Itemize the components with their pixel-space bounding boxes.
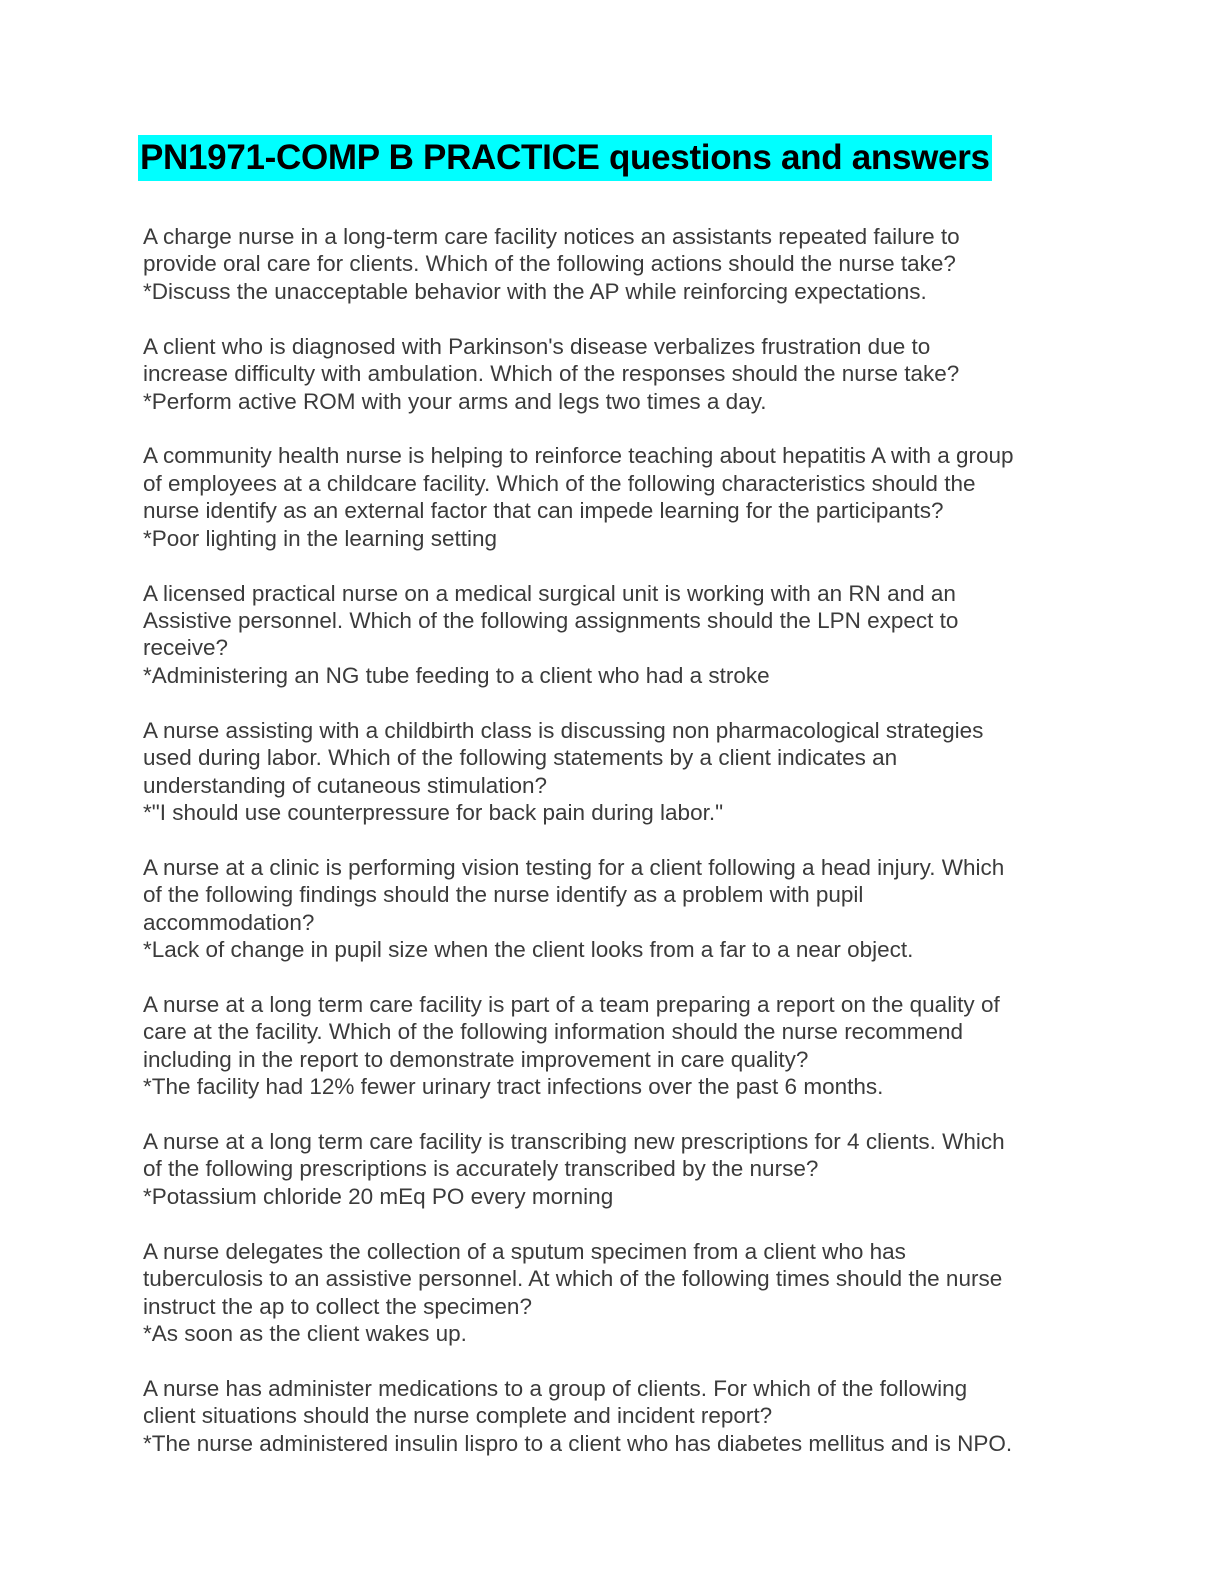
answer-line: *Poor lighting in the learning setting — [143, 525, 497, 551]
question-line: client situations should the nurse complete and incident report? — [143, 1403, 773, 1429]
question-line: receive? — [143, 635, 229, 661]
question-line: provide oral care for clients. Which of the following actions should the nurse take? — [143, 251, 956, 277]
answer-line: *As soon as the client wakes up. — [143, 1321, 467, 1346]
answer-line: *"I should use counterpressure for back pain during labor." — [143, 799, 724, 825]
question-line: increase difficulty with ambulation. Which of the responses should the nurse take? — [143, 361, 960, 387]
qa-item — [143, 1128, 1073, 1210]
question-line: A licensed practical nurse on a medical surgical unit is working with an RN and an — [143, 580, 956, 606]
question-line: of the following findings should the nurse identify as a problem with pupil — [143, 882, 864, 908]
question-line: A community health nurse is helping to reinforce teaching about hepatitis A with a group — [143, 443, 1014, 469]
question-line: used during labor. Which of the following statements by a client indicates an — [143, 745, 898, 771]
answer-line: *The facility had 12% fewer urinary tract infections over the past 6 months. — [143, 1074, 884, 1100]
qa-item — [143, 991, 1073, 1101]
question-line: understanding of cutaneous stimulation? — [143, 772, 548, 798]
answer-line: *Perform active ROM with your arms and legs two times a day. — [143, 388, 767, 414]
question-line: nurse identify as an external factor that can impede learning for the participants? — [143, 498, 944, 524]
question-line: care at the facility. Which of the following information should the nurse recommend — [143, 1019, 963, 1045]
question-line: including in the report to demonstrate improvement in care quality? — [143, 1046, 809, 1072]
qa-list — [143, 223, 1073, 1485]
qa-item — [143, 854, 1073, 964]
question-line: Assistive personnel. Which of the following assignments should the LPN expect to — [143, 607, 959, 633]
title-block — [138, 135, 1073, 181]
question-line: instruct the ap to collect the specimen? — [143, 1293, 532, 1319]
qa-item — [143, 333, 1073, 415]
question-line: A client who is diagnosed with Parkinson's disease verbalizes frustration due to — [143, 333, 931, 359]
qa-item — [143, 442, 1073, 552]
qa-item — [143, 223, 1073, 305]
answer-line: *Potassium chloride 20 mEq PO every morning — [143, 1183, 614, 1209]
answer-line: *Lack of change in pupil size when the client looks from a far to a near object. — [143, 937, 914, 963]
question-line: A nurse at a long term care facility is transcribing new prescriptions for 4 clients. Which — [143, 1129, 1005, 1155]
question-line: A nurse at a clinic is performing vision testing for a client following a head injury. Which — [143, 854, 1005, 880]
answer-line: *Administering an NG tube feeding to a client who had a stroke — [143, 662, 770, 688]
question-line: A nurse has administer medications to a group of clients. For which of the following — [143, 1375, 968, 1401]
question-line: of employees at a childcare facility. Which of the following characteristics should the — [143, 470, 976, 496]
qa-item — [143, 717, 1073, 827]
question-line: tuberculosis to an assistive personnel. At which of the following times should the nurse — [143, 1266, 1003, 1292]
qa-item — [143, 580, 1073, 690]
question-line: of the following prescriptions is accurately transcribed by the nurse? — [143, 1156, 819, 1182]
answer-line: *Discuss the unacceptable behavior with the AP while reinforcing expectations. — [143, 278, 927, 304]
question-line: A charge nurse in a long-term care facility notices an assistants repeated failure to — [143, 224, 960, 249]
qa-item — [143, 1238, 1073, 1348]
qa-item — [143, 1375, 1073, 1457]
question-line: A nurse assisting with a childbirth class is discussing non pharmacological strategies — [143, 717, 984, 743]
question-line: A nurse delegates the collection of a sputum specimen from a client who has — [143, 1238, 906, 1264]
answer-line: *The nurse administered insulin lispro to a client who has diabetes mellitus and is NPO. — [143, 1430, 1013, 1456]
question-line: A nurse at a long term care facility is part of a team preparing a report on the quality of — [143, 991, 1000, 1017]
document-title: PN1971-COMP B PRACTICE questions and answers — [138, 135, 992, 181]
question-line: accommodation? — [143, 909, 315, 935]
